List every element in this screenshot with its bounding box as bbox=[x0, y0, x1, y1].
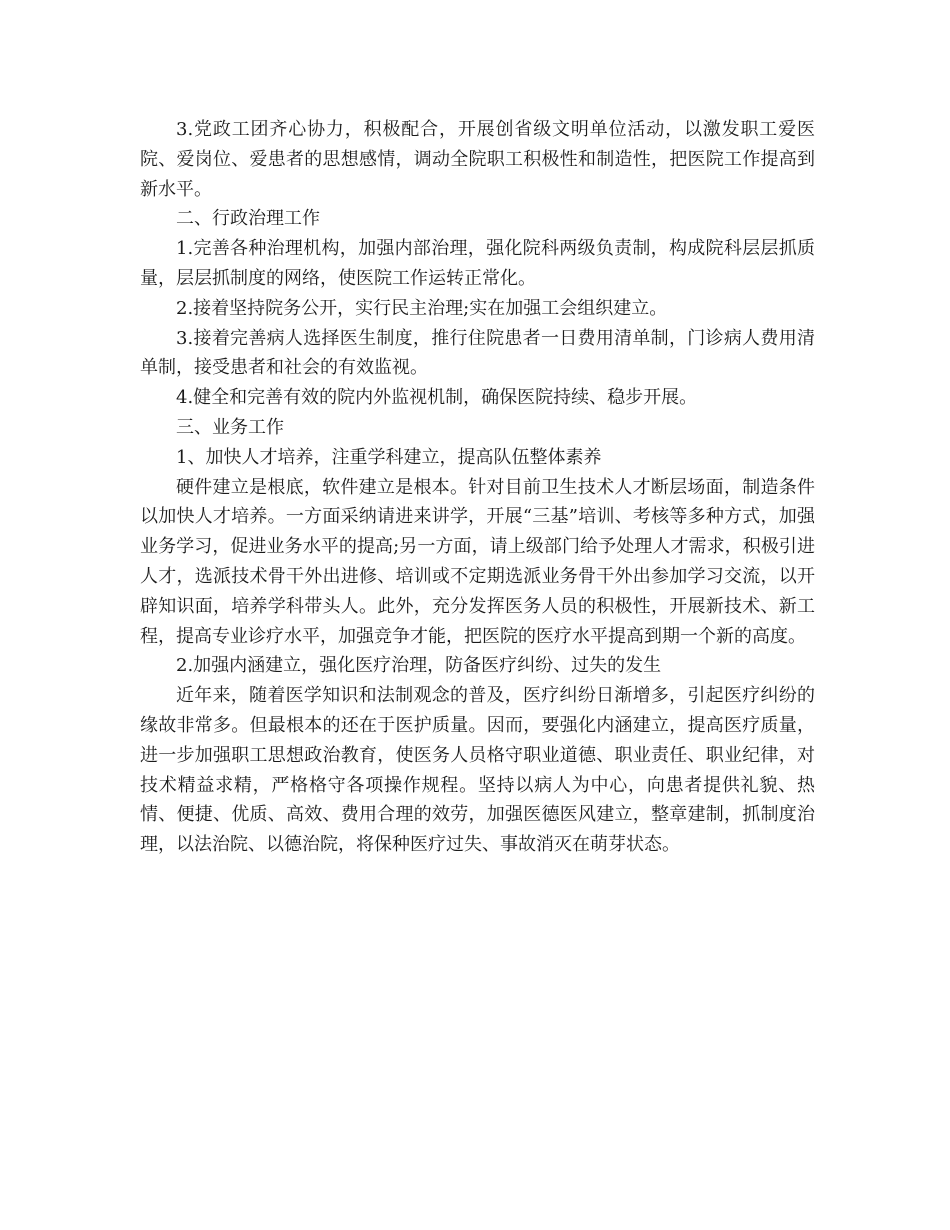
paragraph-supervision-mechanism: 4.健全和完善有效的院内外监视机制，确保医院持续、稳步开展。 bbox=[176, 387, 698, 409]
heading-business-work: 三、业务工作 bbox=[176, 416, 284, 438]
paragraph-party-union-cooperation: 3.党政工团齐心协力，积极配合，开展创省级文明单位活动，以激发职工爱医院、爱岗位、爱患者的思想感情，调动全院职工积极性和制造性，把医院工作提高到新水平。 bbox=[140, 119, 815, 200]
paragraph-management-structure: 1.完善各种治理机构，加强内部治理，强化院科两级负责制，构成院科层层抓质量，层层抓制度的网络，使医院工作运转正常化。 bbox=[140, 238, 815, 289]
subheading-talent-training: 1、加快人才培养，注重学科建立，提高队伍整体素养 bbox=[176, 446, 602, 468]
paragraph-medical-quality: 近年来，随着医学知识和法制观念的普及，医疗纠纷日渐增多，引起医疗纠纷的缘故非常多。但最根本的还在于医护质量。因而，要强化内涵建立，提高医疗质量，进一步加强职工思想政治教育，使医务人员格守职业道德、职业责任、职业纪律，对技术精益求精，严格格守各项操作规程。坚持以病人为中心，向患者提供礼貌、热情、便捷、优质、高效、费用合理的效劳，加强医德医风建立，整章建制，抓制度治理，以法治院、以德治院，将保种医疗过失、事故消灭在萌芽状态。 bbox=[140, 685, 815, 856]
subheading-medical-quality: 2.加强内涵建立，强化医疗治理，防备医疗纠纷、过失的发生 bbox=[176, 655, 662, 677]
paragraph-talent-training: 硬件建立是根底，软件建立是根本。针对目前卫生技术人才断层场面，制造条件以加快人才培养。一方面采纳请进来讲学，开展“三基”培训、考核等多种方式，加强业务学习，促进业务水平的提高;另一方面，请上级部门给予处理人才需求，积极引进人才，选派技术骨干外出进修、培训或不定期选派业务骨干外出参加学习交流，以开辟知识面，培养学科带头人。此外，充分发挥医务人员的积极性，开展新技术、新工程，提高专业诊疗水平，加强竞争才能，把医院的医疗水平提高到期一个新的高度。 bbox=[140, 476, 815, 647]
heading-administrative-management: 二、行政治理工作 bbox=[176, 208, 320, 230]
paragraph-hospital-affairs-openness: 2.接着坚持院务公开，实行民主治理;实在加强工会组织建立。 bbox=[176, 297, 668, 319]
paragraph-patient-choice-system: 3.接着完善病人选择医生制度，推行住院患者一日费用清单制，门诊病人费用清单制，接受患者和社会的有效监视。 bbox=[140, 327, 815, 379]
document-body bbox=[140, 115, 815, 860]
